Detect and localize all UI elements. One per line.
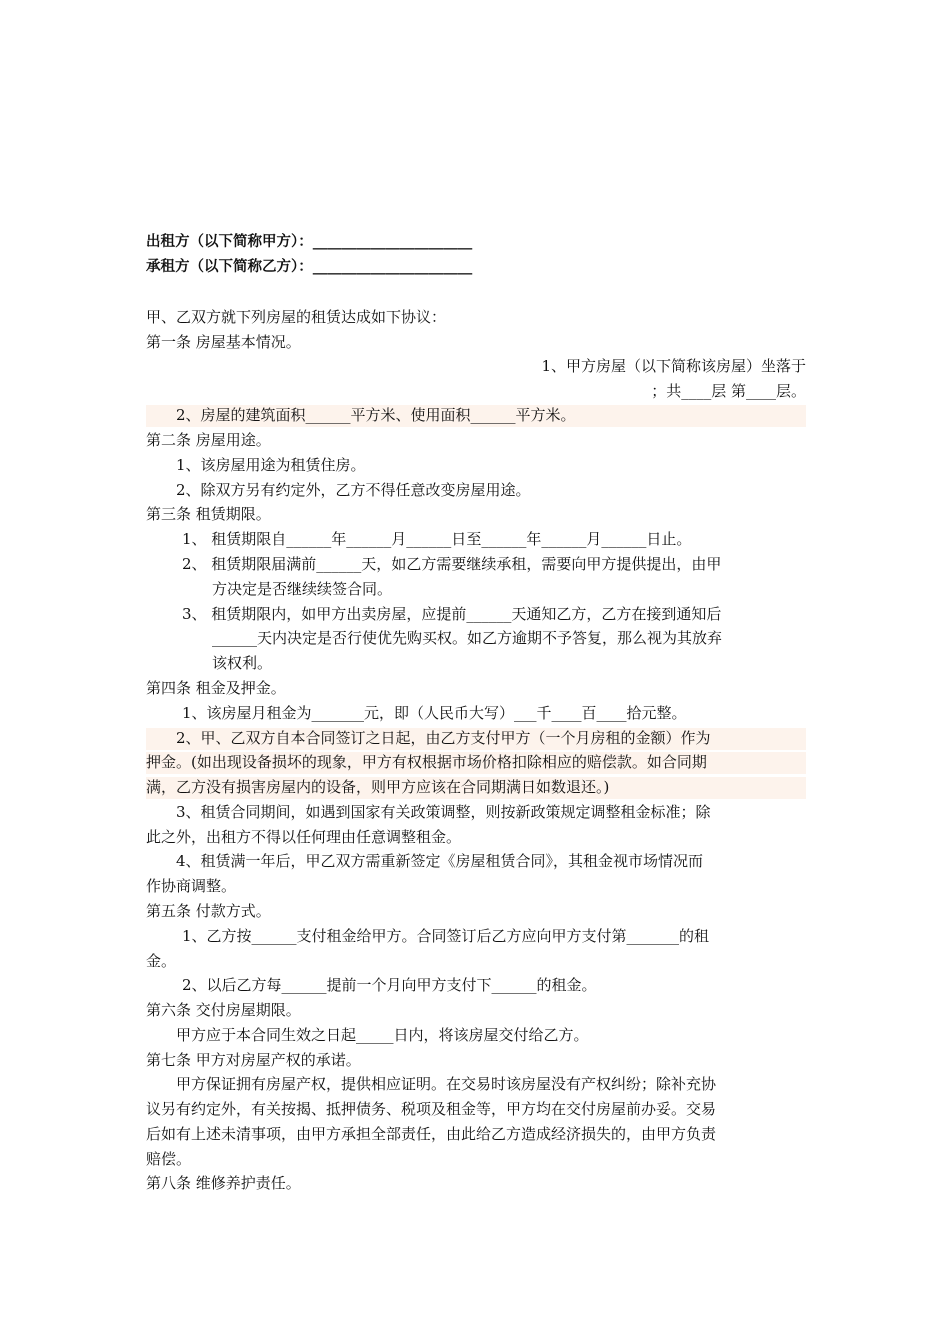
article-4-item-3-cont: 此之外，出租方不得以任何理由任意调整租金。 bbox=[146, 828, 462, 846]
article-2-item-1: 1、该房屋用途为租赁住房。 bbox=[176, 456, 366, 474]
article-6-heading: 第六条 交付房屋期限。 bbox=[146, 1001, 301, 1019]
article-1-item-2: 2、房屋的建筑面积______平方米、使用面积______平方米。 bbox=[146, 405, 806, 427]
intro-line: 甲、乙双方就下列房屋的租赁达成如下协议： bbox=[146, 308, 447, 326]
lessor-line: 出租方（以下简称甲方）：______________________ bbox=[146, 234, 473, 250]
article-5-item-1: 1、乙方按______支付租金给甲方。合同签订后乙方应向甲方支付第_______的租 bbox=[182, 927, 710, 945]
article-5-item-1-cont: 金。 bbox=[146, 952, 177, 970]
article-5-item-2: 2、以后乙方每______提前一个月向甲方支付下______的租金。 bbox=[182, 976, 597, 994]
article-4-item-3: 3、租赁合同期间，如遇到国家有关政策调整，则按新政策规定调整租金标准；除 bbox=[176, 803, 711, 821]
article-4-item-2: 2、甲、乙双方自本合同签订之日起，由乙方支付甲方（一个月房租的金额）作为 bbox=[146, 728, 806, 750]
article-3-heading: 第三条 租赁期限。 bbox=[146, 505, 271, 523]
article-4-item-2-cont: 押金。(如出现设备损坏的现象，甲方有权根据市场价格扣除相应的赔偿款。如合同期 bbox=[146, 752, 806, 774]
article-1-item-1: 1、甲方房屋（以下简称该房屋）坐落于 bbox=[541, 357, 806, 375]
article-4-item-1: 1、该房屋月租金为_______元，即（人民币大写）___千____百____拾元整。 bbox=[182, 704, 687, 722]
article-4-item-4-cont: 作协商调整。 bbox=[146, 877, 237, 895]
article-2-heading: 第二条 房屋用途。 bbox=[146, 431, 271, 449]
article-7-body-2: 议另有约定外，有关按揭、抵押债务、税项及租金等，甲方均在交付房屋前办妥。交易 bbox=[146, 1100, 717, 1118]
article-1-item-1-cont: ；共____层 第____层。 bbox=[651, 382, 806, 400]
article-3-item-3: 3、 租赁期限内，如甲方出卖房屋，应提前______天通知乙方，乙方在接到通知后 bbox=[182, 605, 722, 623]
article-5-heading: 第五条 付款方式。 bbox=[146, 902, 271, 920]
article-4-item-2-cont2: 满，乙方没有损害房屋内的设备，则甲方应该在合同期满日如数退还。) bbox=[146, 777, 806, 799]
article-1-heading: 第一条 房屋基本情况。 bbox=[146, 333, 301, 351]
article-3-item-3-cont: ______天内决定是否行使优先购买权。如乙方逾期不予答复，那么视为其放弃 bbox=[212, 629, 723, 647]
article-3-item-2: 2、 租赁期限届满前______天，如乙方需要继续承租，需要向甲方提供提出，由甲 bbox=[182, 555, 722, 573]
article-8-heading: 第八条 维修养护责任。 bbox=[146, 1174, 301, 1192]
article-7-body-4: 赔偿。 bbox=[146, 1150, 192, 1168]
article-3-item-2-cont: 方决定是否继续续签合同。 bbox=[212, 580, 393, 598]
article-7-heading: 第七条 甲方对房屋产权的承诺。 bbox=[146, 1051, 361, 1069]
article-4-item-4: 4、租赁满一年后，甲乙双方需重新签定《房屋租赁合同》，其租金视市场情况而 bbox=[176, 852, 704, 870]
lessee-line: 承租方（以下简称乙方）：______________________ bbox=[146, 259, 473, 275]
article-6-body: 甲方应于本合同生效之日起_____日内，将该房屋交付给乙方。 bbox=[176, 1026, 589, 1044]
article-7-body-1: 甲方保证拥有房屋产权，提供相应证明。在交易时该房屋没有产权纠纷；除补充协 bbox=[176, 1075, 717, 1093]
article-3-item-3-cont2: 该权利。 bbox=[212, 654, 273, 672]
article-3-item-1: 1、 租赁期限自______年______月______日至______年______月______日止。 bbox=[182, 530, 692, 548]
article-7-body-3: 后如有上述未清事项，由甲方承担全部责任，由此给乙方造成经济损失的，由甲方负责 bbox=[146, 1125, 717, 1143]
article-4-heading: 第四条 租金及押金。 bbox=[146, 679, 286, 697]
article-2-item-2: 2、除双方另有约定外，乙方不得任意改变房屋用途。 bbox=[176, 481, 531, 499]
